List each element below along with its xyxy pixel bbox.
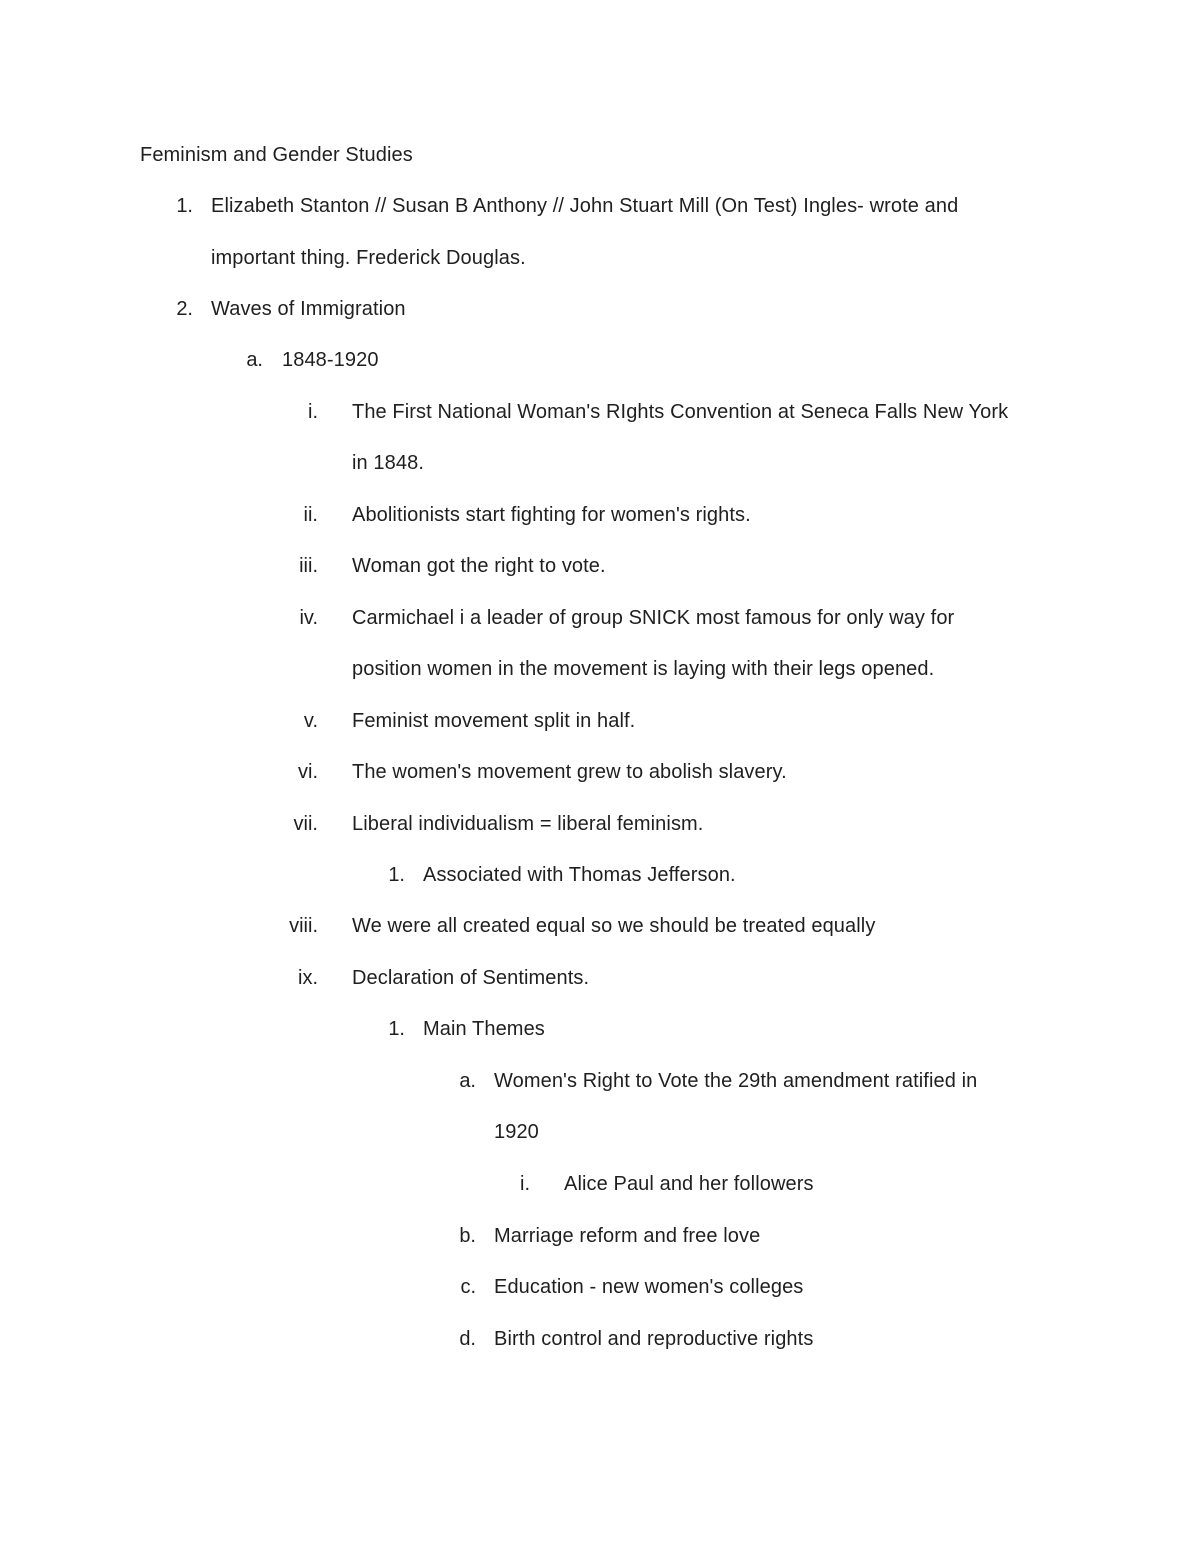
- list-item-text: in 1848.: [352, 452, 424, 474]
- list-item-text: position women in the movement is laying with their legs opened.: [352, 658, 935, 680]
- list-item-text: Women's Right to Vote the 29th amendment ratified in: [494, 1070, 978, 1092]
- list-marker: v.: [303, 710, 318, 732]
- list-item-text: Waves of Immigration: [211, 298, 406, 320]
- list-item-text: 1848-1920: [282, 349, 379, 371]
- list-item-text: The First National Woman's RIghts Convention at Seneca Falls New York: [352, 401, 1009, 423]
- list-item-text: Main Themes: [423, 1018, 545, 1040]
- list-item-text: Marriage reform and free love: [494, 1225, 761, 1247]
- list-marker: viii.: [289, 915, 318, 937]
- list-marker: i.: [308, 401, 318, 423]
- list-item-text: Elizabeth Stanton // Susan B Anthony // John Stuart Mill (On Test) Ingles- wrote and: [211, 195, 959, 217]
- list-item-text: Carmichael i a leader of group SNICK most famous for only way for: [352, 607, 955, 629]
- list-marker: 2.: [176, 298, 193, 320]
- list-marker: a.: [459, 1070, 476, 1092]
- list-item-text: Birth control and reproductive rights: [494, 1328, 814, 1350]
- list-marker: 1.: [388, 1018, 405, 1040]
- list-item-text: Associated with Thomas Jefferson.: [423, 864, 736, 886]
- list-marker: i.: [520, 1173, 530, 1195]
- list-marker: iv.: [299, 607, 318, 629]
- list-item-text: Abolitionists start fighting for women's rights.: [352, 504, 751, 526]
- list-marker: a.: [246, 349, 263, 371]
- list-marker: c.: [460, 1276, 476, 1298]
- list-marker: 1.: [176, 195, 193, 217]
- list-marker: vii.: [293, 813, 318, 835]
- list-marker: iii.: [299, 555, 318, 577]
- list-marker: vi.: [298, 761, 318, 783]
- list-marker: ix.: [298, 967, 318, 989]
- list-item-text: The women's movement grew to abolish slavery.: [352, 761, 787, 783]
- list-item-text: We were all created equal so we should be treated equally: [352, 915, 876, 937]
- list-item-text: Woman got the right to vote.: [352, 555, 606, 577]
- list-item-text: important thing. Frederick Douglas.: [211, 247, 526, 269]
- list-item-text: Liberal individualism = liberal feminism.: [352, 813, 704, 835]
- list-marker: 1.: [388, 864, 405, 886]
- list-item-text: Declaration of Sentiments.: [352, 967, 590, 989]
- list-marker: d.: [459, 1328, 476, 1350]
- list-item-text: Feminist movement split in half.: [352, 710, 636, 732]
- list-item-text: Education - new women's colleges: [494, 1276, 804, 1298]
- list-marker: b.: [459, 1225, 476, 1247]
- document-title: Feminism and Gender Studies: [140, 144, 413, 166]
- list-item-text: 1920: [494, 1121, 539, 1143]
- list-item-text: Alice Paul and her followers: [564, 1173, 814, 1195]
- list-marker: ii.: [303, 504, 318, 526]
